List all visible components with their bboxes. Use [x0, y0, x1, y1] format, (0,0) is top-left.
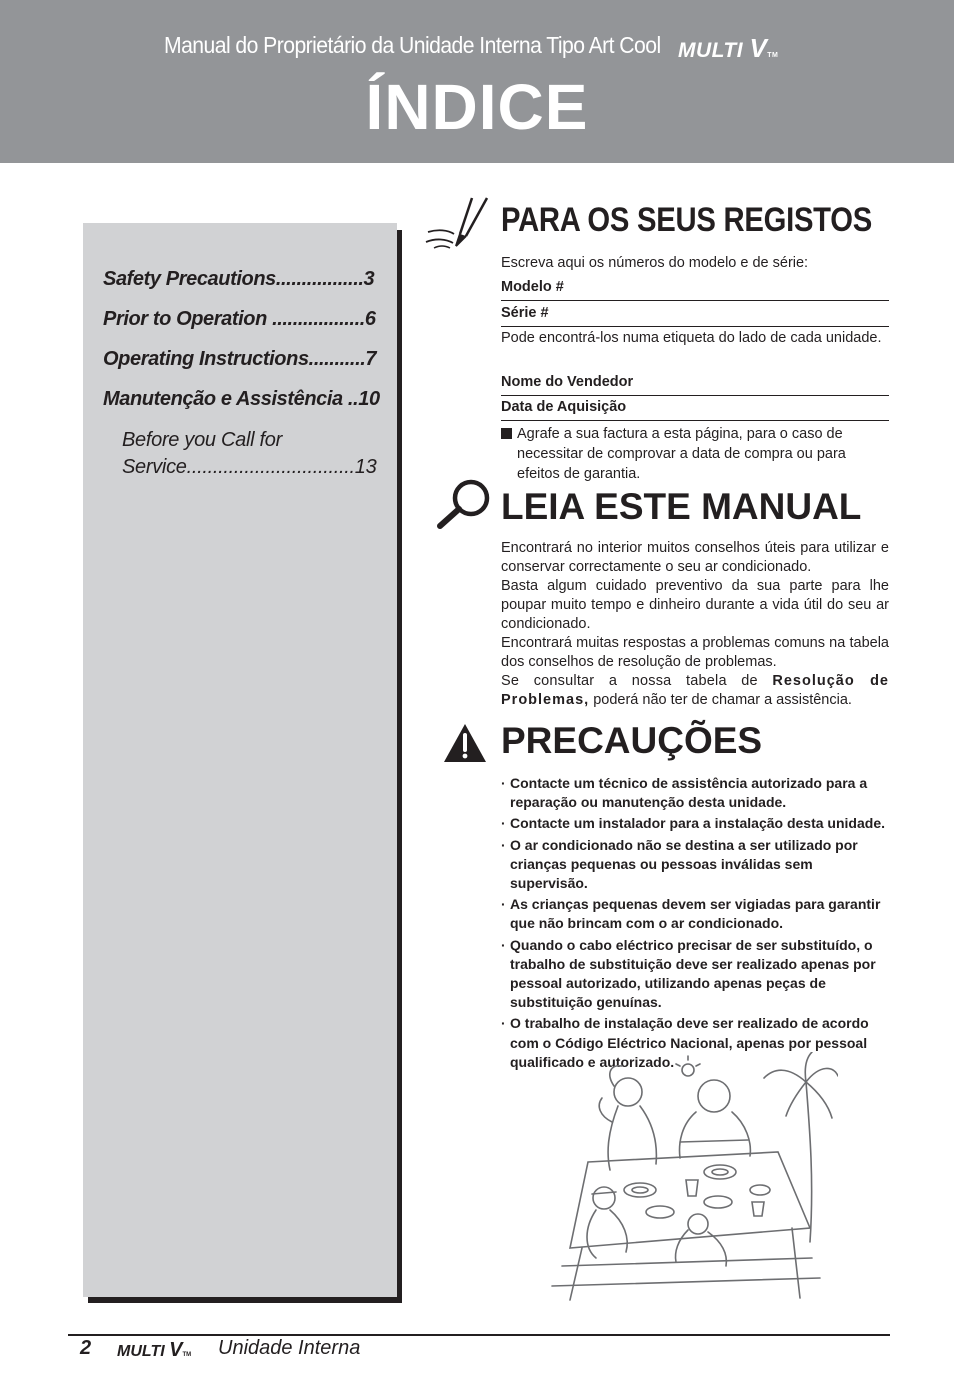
footer-logo-v: V — [169, 1339, 183, 1361]
table-of-contents — [83, 223, 397, 1297]
page-title: ÍNDICE — [365, 71, 589, 143]
list-item: · Quando o cabo eléctrico precisar de ser substituído, o trabalho de substituição deve ser realizado apenas por pessoal autorizado, utilizando apenas peças de substituição genuínas. — [501, 936, 891, 1013]
toc-sub-line2: Service................................13 — [122, 456, 377, 478]
precautions-list — [501, 774, 891, 1074]
footer-logo-text: MULTI — [117, 1343, 165, 1360]
staple-note-text: Agrafe a sua factura a esta página, para o caso de necessitar de comprovar a data de compra ou para efeitos de garantia. — [517, 426, 846, 482]
warning-icon — [442, 722, 488, 764]
serie-label: Série # — [501, 305, 549, 321]
toc-sub-line1: Before you Call for — [122, 429, 282, 451]
list-item: · Contacte um técnico de assistência autorizado para a reparação ou manutenção desta unidade. — [501, 774, 891, 812]
square-bullet-icon — [501, 428, 512, 439]
pen-icon — [420, 196, 492, 256]
manual-p4-end: poderá não ter de chamar a assistência. — [589, 692, 852, 708]
list-item: · As crianças pequenas devem ser vigiadas para garantir que não brincam com o ar condicionado. — [501, 895, 891, 933]
manual-p4-start: Se consultar a nossa tabela de — [501, 673, 773, 689]
logo-v: V — [749, 33, 768, 63]
section-title-registos: PARA OS SEUS REGISTOS — [501, 201, 872, 239]
manual-paragraph-4 — [501, 672, 889, 710]
page-header — [0, 0, 954, 163]
list-item: · Contacte um instalador para a instalação desta unidade. — [501, 814, 891, 833]
data-field-line[interactable] — [501, 420, 889, 421]
modelo-field-line[interactable] — [501, 300, 889, 301]
toc-item-safety-precautions[interactable]: Safety Precautions.................3 — [103, 268, 375, 290]
label-location-note: Pode encontrá-los numa etiqueta do lado de cada unidade. — [501, 330, 882, 346]
section-title-precaucoes: PRECAUÇÕES — [501, 720, 763, 761]
footer-logo-tm: TM — [182, 1352, 192, 1358]
registos-intro: Escreva aqui os números do modelo e de série: — [501, 255, 809, 271]
troubleshooting-link: Resolução de Problemas, — [501, 673, 889, 708]
data-aquisicao-label: Data de Aquisição — [501, 399, 627, 415]
picnic-illustration — [548, 1052, 838, 1302]
vendedor-field-line[interactable] — [501, 395, 889, 396]
header-subtitle: Manual do Proprietário da Unidade Interna Tipo Art Cool — [164, 32, 661, 58]
toc-item-manutencao[interactable]: Manutenção e Assistência ..10 — [103, 388, 380, 410]
toc-item-before-you-call[interactable] — [122, 427, 379, 481]
magnifier-icon — [434, 477, 494, 533]
toc-item-operating-instructions[interactable]: Operating Instructions...........7 — [103, 348, 377, 370]
multi-v-logo — [678, 33, 778, 64]
manual-text — [501, 539, 889, 710]
modelo-label: Modelo # — [501, 279, 564, 295]
staple-note — [501, 424, 889, 484]
toc-item-prior-to-operation[interactable]: Prior to Operation ..................6 — [103, 308, 376, 330]
list-item: · O ar condicionado não se destina a ser utilizado por crianças pequenas ou pessoas inválidas sem supervisão. — [501, 836, 891, 894]
list-item: · O trabalho de instalação deve ser realizado de acordo com o Código Eléctrico Nacional, apenas por pessoal qualificado e autorizado. — [501, 1014, 891, 1072]
page-number: 2 — [80, 1337, 92, 1359]
manual-paragraph-1: Encontrará no interior muitos conselhos úteis para utilizar e conservar correctamente o seu ar condicionado. — [501, 540, 889, 575]
vendedor-label: Nome do Vendedor — [501, 374, 634, 390]
footer-rule — [68, 1334, 890, 1336]
logo-text: MULTI — [678, 39, 744, 62]
manual-paragraph-3: Encontrará muitas respostas a problemas comuns na tabela dos conselhos de resolução de problemas. — [501, 635, 889, 670]
footer-multi-v-logo — [117, 1339, 191, 1362]
manual-paragraph-2: Basta algum cuidado preventivo da sua parte para lhe poupar muito tempo e dinheiro durante a vida útil do seu ar condicionado. — [501, 578, 889, 632]
serie-field-line[interactable] — [501, 326, 889, 327]
footer-label: Unidade Interna — [218, 1337, 361, 1359]
logo-tm: TM — [767, 52, 779, 59]
section-title-manual: LEIA ESTE MANUAL — [501, 486, 862, 527]
